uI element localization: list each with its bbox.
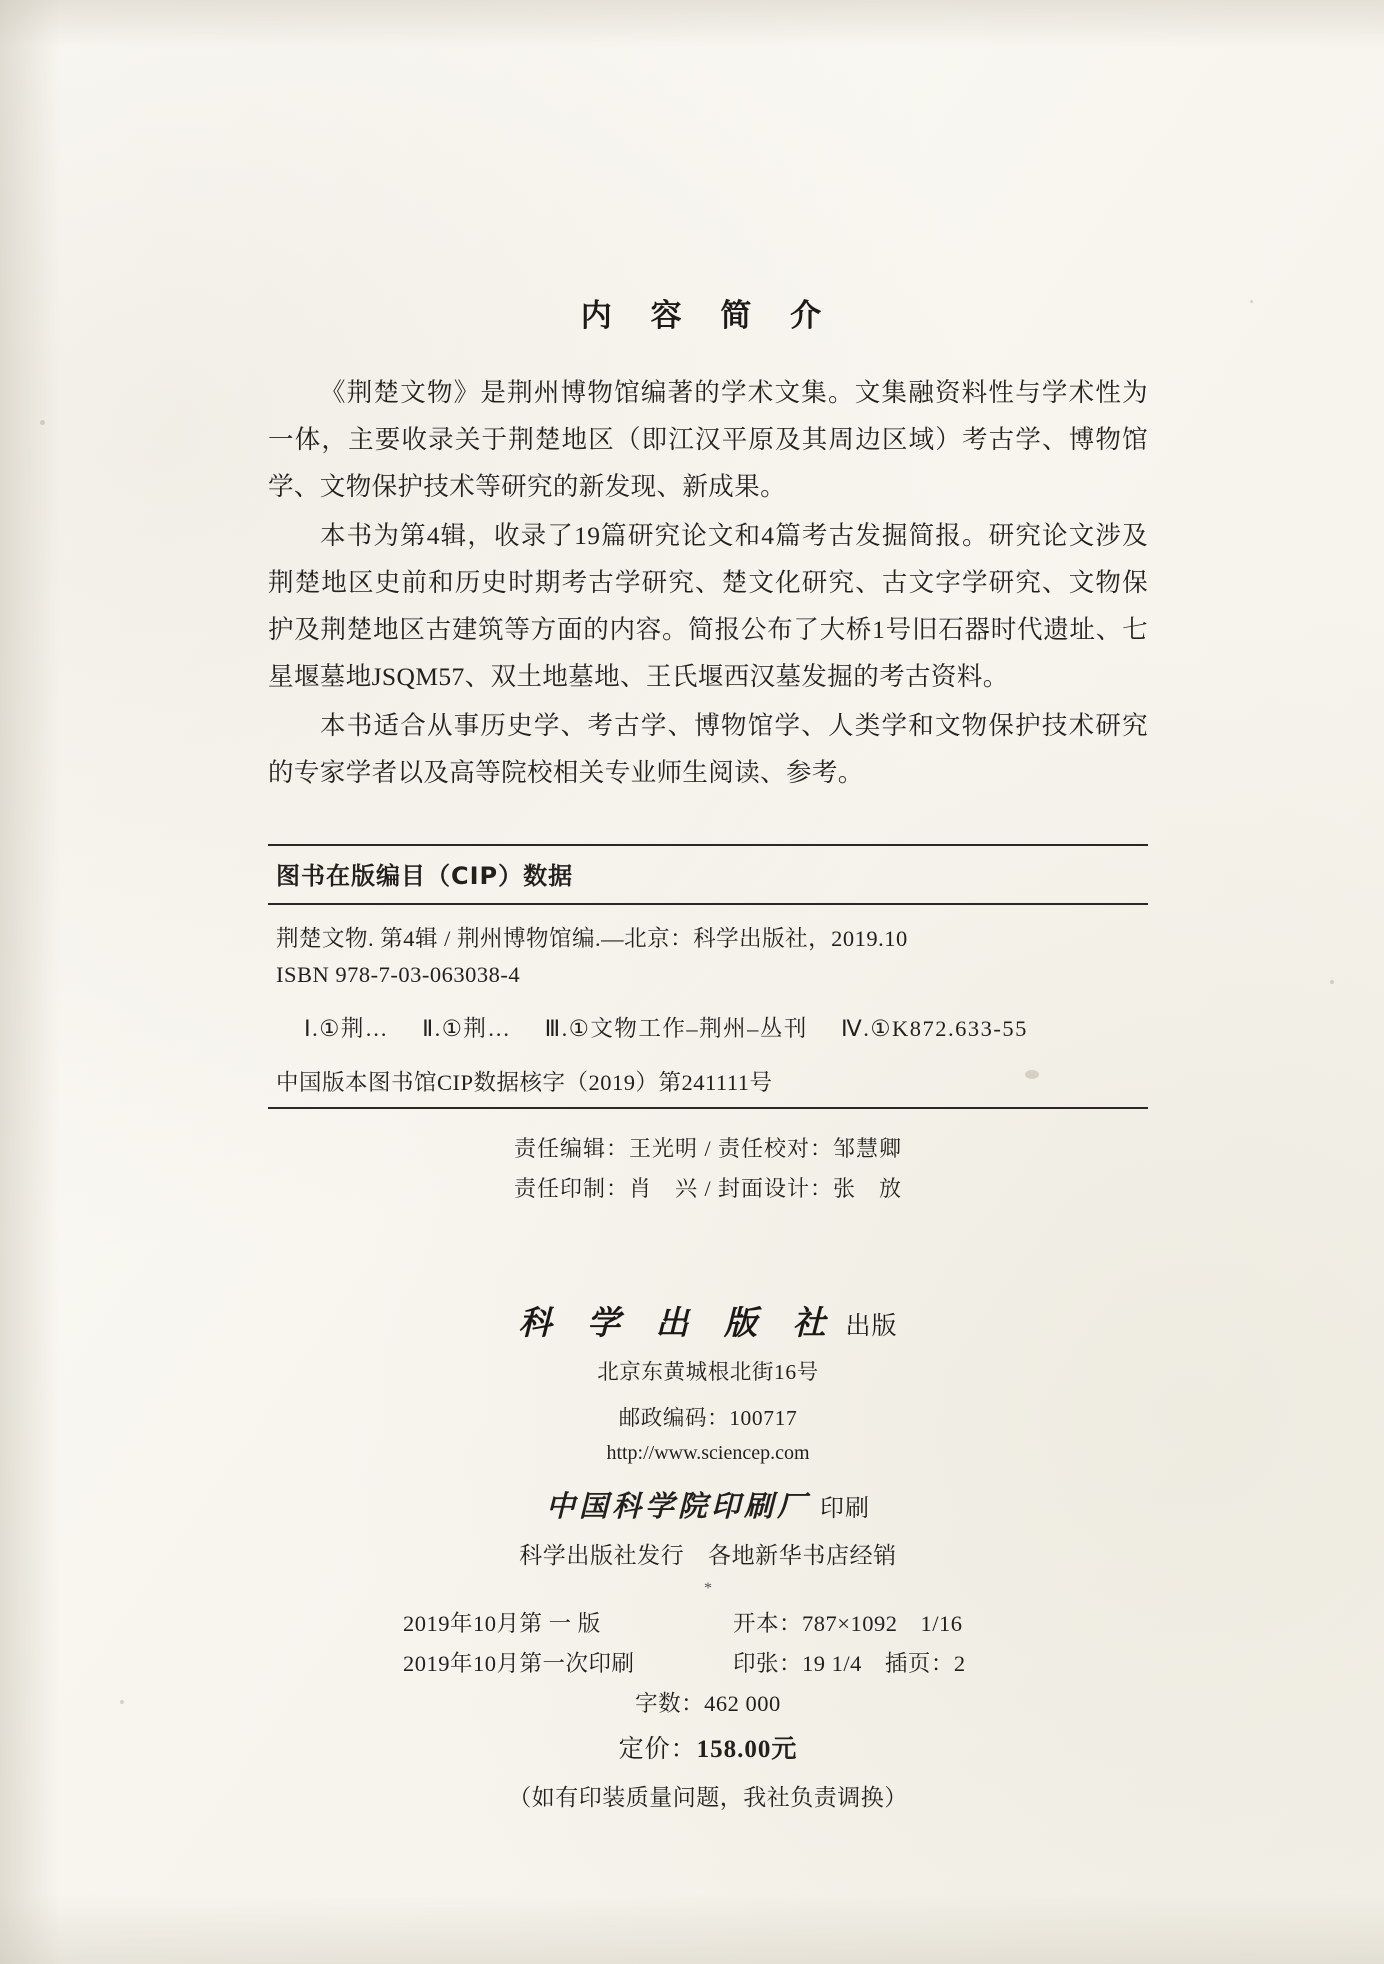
- printer-name-text: 中国科学院印刷厂: [545, 1489, 810, 1523]
- page-content: [268, 290, 1148, 1818]
- publisher-block: [268, 1297, 1148, 1598]
- cip-spacer: [276, 993, 1148, 1011]
- separator-asterisk: *: [704, 1580, 712, 1597]
- page-sheet: [168, 60, 1238, 1900]
- publisher-name-text: 科 学 出 版 社: [518, 1303, 838, 1342]
- cip-block: [268, 844, 1148, 1109]
- cip-class-3: Ⅲ.①文物工作–荆州–丛刊: [544, 1016, 808, 1041]
- paper-speck: [40, 420, 45, 425]
- cip-title-line: 荆楚文物. 第4辑 / 荆州博物馆编.—北京：科学出版社，2019.10: [276, 926, 908, 951]
- imprint-block: [268, 1604, 1148, 1818]
- publisher-url: http://www.sciencep.com: [606, 1442, 810, 1464]
- paper-speck: [1250, 300, 1253, 303]
- paper-speck: [120, 1700, 124, 1704]
- printer-name: [268, 1484, 1148, 1525]
- page-edge-shadow-bottom: [0, 1894, 1384, 1964]
- page-edge-shadow-top: [0, 0, 1384, 48]
- credits-line-editor: 责任编辑：王光明 / 责任校对：邹慧卿: [513, 1136, 903, 1161]
- intro-paragraph-1: 《荆楚文物》是荆州博物馆编著的学术文集。文集融资料性与学术性为一体，主要收录关于荆楚地区（即江汉平原及其周边区域）考古学、博物馆学、文物保护技术等研究的新发现、新成果。: [268, 378, 1148, 501]
- distribution-line: 科学出版社发行 各地新华书店经销: [519, 1543, 897, 1568]
- price-line: [268, 1730, 1148, 1770]
- cip-rule-bottom: [268, 1107, 1148, 1109]
- cip-class-2: Ⅱ.①荆…: [422, 1016, 512, 1041]
- intro-paragraph-3: 本书适合从事历史学、考古学、博物馆学、人类学和文物保护技术研究的专家学者以及高等院校相关专业师生阅读、参考。: [268, 711, 1148, 787]
- imprint-print-run: 2019年10月第一次印刷: [403, 1651, 635, 1676]
- cip-classification-line: [276, 1011, 1148, 1047]
- imprint-edition: 2019年10月第 一 版: [403, 1611, 601, 1636]
- paper-speck: [1330, 980, 1334, 984]
- printer-name-suffix: 印刷: [820, 1494, 870, 1522]
- publisher-postcode: 邮政编码：100717: [618, 1406, 798, 1430]
- cip-class-1: Ⅰ.①荆…: [304, 1016, 389, 1041]
- imprint-wordcount: 字数：462 000: [635, 1691, 781, 1716]
- publisher-name: [268, 1297, 1148, 1344]
- page-title: 内 容 简 介: [580, 298, 836, 334]
- publisher-address: 北京东黄城根北街16号: [597, 1360, 819, 1384]
- cip-spacer: [276, 1047, 1148, 1065]
- cip-heading: 图书在版编目（CIP）数据: [276, 862, 574, 890]
- price-value: 158.00元: [696, 1736, 798, 1763]
- intro-paragraph-2: 本书为第4辑，收录了19篇研究论文和4篇考古发掘简报。研究论文涉及荆楚地区史前和历史时期考古学研究、楚文化研究、古文字学研究、文物保护及荆楚地区古建筑等方面的内容。简报公布了大桥1号旧石器时代遗址、七星堰墓地JSQM57、双土地墓地、王氏堰西汉墓发掘的考古资料。: [268, 521, 1148, 691]
- cip-body: [268, 905, 1148, 1107]
- publisher-name-suffix: 出版: [845, 1311, 898, 1340]
- page-edge-shadow-left: [0, 0, 60, 1964]
- imprint-format: 开本：787×1092 1/16: [733, 1611, 963, 1636]
- credits-line-printing: 责任印制：肖 兴 / 封面设计：张 放: [513, 1176, 903, 1201]
- price-label: 定价：: [618, 1736, 697, 1763]
- credits-block: [268, 1129, 1148, 1209]
- imprint-row-2: [268, 1644, 1148, 1684]
- cip-registry-line: 中国版本图书馆CIP数据核字（2019）第241111号: [276, 1070, 773, 1095]
- cip-isbn-line: ISBN 978-7-03-063038-4: [276, 962, 521, 987]
- quality-notice: （如有印装质量问题，我社负责调换）: [508, 1785, 908, 1810]
- imprint-row-1: [268, 1604, 1148, 1644]
- imprint-sheets: 印张：19 1/4 插页：2: [733, 1651, 966, 1676]
- cip-class-4: Ⅳ.①K872.633-55: [841, 1016, 1028, 1041]
